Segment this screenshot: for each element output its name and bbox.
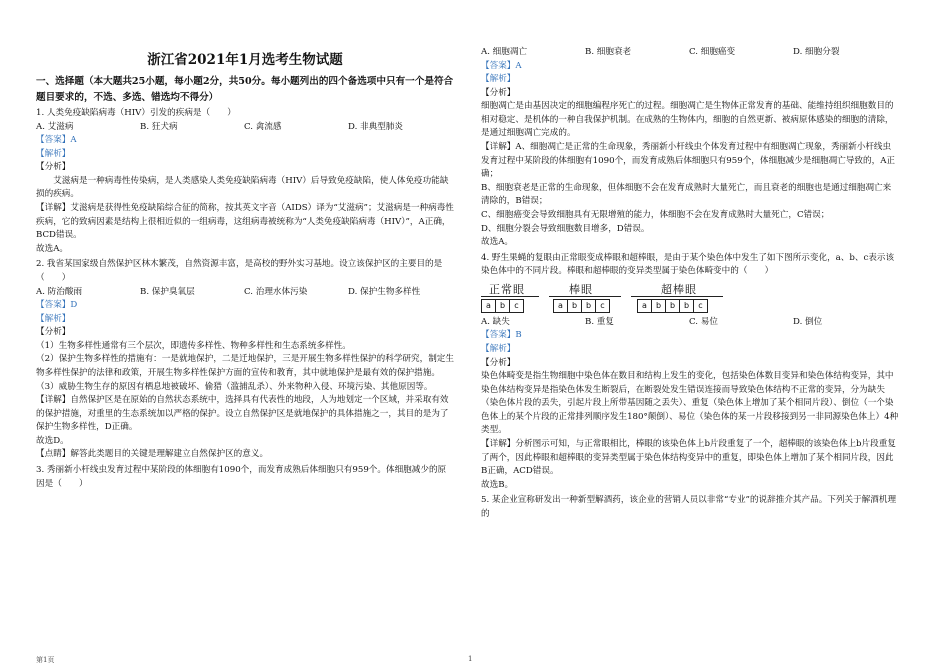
section-heading: 一、选择题（本大题共25小题，每小题2分，共50分。每小题列出的四个备选项中只有一个是符合题目要求的，不选、多选、错选均不得分） bbox=[36, 76, 454, 103]
q2-option-c: C. 治理水体污染 bbox=[244, 286, 308, 297]
q3-option-c: C. 细胞癌变 bbox=[689, 47, 736, 57]
q3-fenxi: 【分析】 bbox=[481, 87, 516, 98]
q3-options bbox=[481, 46, 899, 60]
q2-answer: 【答案】D bbox=[36, 300, 78, 311]
segment: b bbox=[496, 299, 510, 313]
q4-conclusion: 故选B。 bbox=[481, 479, 514, 490]
q4-jiexi: 【解析】 bbox=[481, 343, 516, 354]
q1-fenxi: 【分析】 bbox=[36, 162, 71, 173]
segment: b bbox=[568, 299, 582, 313]
q2-stem: 2. 我省某国家级自然保护区林木繁茂，自然资源丰富，是高校的野外实习基地。设立该保护区的主要目的是（ ） bbox=[36, 259, 443, 283]
q2-detail: 【详解】自然保护区是在原始的自然状态系统中，选择具有代表性的地段，人为地划定一个区域，并采取有效的保护措施，对重里的生态系统加以严格的保护。设立自然保护区是就地保护的具体措施之一，其目的是为了保护生物多样性，D正确。 bbox=[36, 395, 449, 433]
underline-superbar bbox=[631, 296, 723, 297]
page-title: 浙江省2021年1月选考生物试题 bbox=[147, 52, 343, 68]
underline-bar bbox=[549, 296, 621, 297]
q2-option-b: B. 保护臭氧层 bbox=[140, 286, 195, 297]
q3-option-d-analysis: D、细胞分裂会导致细胞数目增多，D错误。 bbox=[481, 223, 650, 234]
segment: a bbox=[637, 299, 652, 313]
q2-options bbox=[36, 286, 454, 300]
q1-option-c: C. 禽流感 bbox=[244, 121, 282, 132]
label-bar-eye: 棒眼 bbox=[569, 282, 593, 296]
footer-page-number: 1 bbox=[468, 655, 473, 663]
chromosome-superbar bbox=[637, 299, 708, 311]
q1-option-d: D. 非典型肺炎 bbox=[348, 121, 404, 132]
q2-analysis-3: （3）威胁生物生存的原因有栖息地被破坏、偷猎（滥捕乱杀）、外来物种入侵、环境污染、其他原因等。 bbox=[36, 381, 433, 392]
q4-fenxi: 【分析】 bbox=[481, 357, 516, 368]
q1-jiexi: 【解析】 bbox=[36, 148, 71, 159]
q4-option-b: B. 重复 bbox=[585, 316, 614, 327]
segment: b bbox=[582, 299, 596, 313]
q4-option-c: C. 易位 bbox=[689, 316, 718, 327]
q4-detail: 【详解】分析图示可知，与正常眼相比，棒眼的该染色体上b片段重复了一个，超棒眼的该染色体上b片段重复了两个，因此棒眼和超棒眼的变异类型属于染色体结构变异中的重复，即染色体上增加了某个相同片段，因此B正确，ACD错误。 bbox=[481, 439, 896, 477]
q1-option-b: B. 狂犬病 bbox=[140, 121, 178, 132]
q1-answer: 【答案】A bbox=[36, 135, 77, 146]
q5-stem: 5. 某企业宣称研发出一种新型解酒药，该企业的营销人员以非常“专业”的说辞推介其产品。下列关于解酒机理的 bbox=[481, 495, 897, 519]
segment: b bbox=[680, 299, 694, 313]
chromosome-diagram bbox=[481, 281, 899, 315]
q3-option-a: A. 细胞凋亡 bbox=[481, 47, 528, 57]
left-column bbox=[36, 0, 454, 491]
q2-option-a: A. 防治酸雨 bbox=[36, 286, 83, 297]
q1-conclusion: 故选A。 bbox=[36, 243, 68, 254]
q2-note: 【点睛】解答此类题目的关键是理解建立自然保护区的意义。 bbox=[36, 449, 269, 460]
q2-conclusion: 故选D。 bbox=[36, 435, 69, 446]
q3-conclusion: 故选A。 bbox=[481, 237, 513, 248]
q3-option-b: B. 细胞衰老 bbox=[585, 47, 632, 57]
q3-stem: 3. 秀丽新小杆线虫发育过程中某阶段的体细胞有1090个，而发育成熟后体细胞只有959个。体细胞减少的原因是（ ） bbox=[36, 465, 447, 489]
segment: c bbox=[596, 299, 610, 313]
label-normal-eye: 正常眼 bbox=[489, 282, 525, 296]
q4-option-a: A. 缺失 bbox=[481, 316, 510, 327]
q2-fenxi: 【分析】 bbox=[36, 327, 71, 338]
q1-option-a: A. 艾滋病 bbox=[36, 121, 74, 132]
q3-jiexi: 【解析】 bbox=[481, 74, 516, 85]
q4-stem: 4. 野生果蝇的复眼由正常眼变成棒眼和超棒眼，是由于某个染色体中发生了如下图所示变化，a、b、c表示该染色体中的不同片段。棒眼和超棒眼的变异类型属于染色体畸变中的（ ） bbox=[481, 252, 895, 277]
q3-option-c-analysis: C、细胞癌变会导致细胞具有无限增殖的能力，体细胞不会在发育成熟时大量死亡，C错误； bbox=[481, 209, 830, 220]
segment: b bbox=[652, 299, 666, 313]
underline-normal bbox=[481, 296, 539, 297]
q3-option-b-analysis: B、细胞衰老是正常的生命现象，但体细胞不会在发育成熟时大量死亡，而且衰老的细胞也是通过细胞凋亡来清除的，B错误； bbox=[481, 182, 892, 207]
q3-answer: 【答案】A bbox=[481, 60, 522, 71]
q2-option-d: D. 保护生物多样性 bbox=[348, 286, 421, 297]
segment: b bbox=[666, 299, 680, 313]
right-column bbox=[481, 46, 899, 522]
q4-option-d: D. 倒位 bbox=[793, 316, 823, 327]
q1-stem: 1. 人类免疫缺陷病毒（HIV）引发的疾病是（ ） bbox=[36, 108, 236, 119]
label-superbar-eye: 超棒眼 bbox=[661, 282, 697, 296]
q1-options bbox=[36, 121, 454, 135]
q2-analysis-1: （1）生物多样性通常有三个层次，即遗传多样性、物种多样性和生态系统多样性。 bbox=[36, 340, 351, 351]
q1-detail: 【详解】艾滋病是获得性免疫缺陷综合征的简称，按其英文字音（AIDS）译为“艾滋病”；艾滋病是一种病毒性疾病，它的致病因素是结构上很相近似的一组病毒，这组病毒被统称为“人类免疫缺陷病毒（HIV）”，A正确，BCD错误。 bbox=[36, 203, 454, 241]
q2-analysis-2: （2）保护生物多样性的措施有：一是就地保护，二是迁地保护，三是开展生物多样性保护的科学研究，制定生物多样性保护的法律和政策，开展生物多样性保护方面的宣传和教育，其中就地保护是最有效的保护措施。 bbox=[36, 354, 454, 378]
q3-analysis: 细胞凋亡是由基因决定的细胞编程序死亡的过程。细胞凋亡是生物体正常发育的基础、能维持组织细胞数目的相对稳定、是机体的一种自我保护机制。在成熟的生物体内，细胞的自然更新、被病原体感染的细胞的清除，是通过细胞凋亡完成的。 bbox=[481, 101, 894, 139]
q1-analysis: 艾滋病是一种病毒性传染病，是人类感染人类免疫缺陷病毒（HIV）后导致免疫缺陷，使人体免疫功能缺损的疾病。 bbox=[36, 175, 449, 200]
chromosome-normal bbox=[481, 299, 524, 311]
segment: a bbox=[553, 299, 568, 313]
chromosome-bar bbox=[553, 299, 610, 311]
q4-answer: 【答案】B bbox=[481, 330, 522, 341]
q2-jiexi: 【解析】 bbox=[36, 313, 71, 324]
segment: c bbox=[694, 299, 708, 313]
segment: a bbox=[481, 299, 496, 313]
q3-option-d: D. 细胞分裂 bbox=[793, 47, 840, 57]
q3-detail: 【详解】A、细胞凋亡是正常的生命现象，秀丽新小杆线虫个体发育过程中有细胞凋亡现象，秀丽新小杆线虫发育过程中某阶段的体细胞有1090个，而发育成熟后体细胞只有959个，体细胞减少是细胞凋亡导致的，A正确； bbox=[481, 142, 896, 180]
segment: c bbox=[510, 299, 524, 313]
q4-options bbox=[481, 316, 899, 330]
footer-page-label: 第1页 bbox=[36, 656, 55, 664]
q4-analysis: 染色体畸变是指生物细胞中染色体在数目和结构上发生的变化，包括染色体数目变异和染色体结构变异，其中染色体结构变异是指染色体发生断裂后，在断裂处发生错误连接而导致染色体结构不正常的变异，分为缺失（染色体片段的丢失，引起片段上所带基因随之丢失）、重复（染色体上增加了某个相同片段）、倒位（一个染色体上的某个片段的正常排列顺序发生180°颠倒）、易位（染色体的某一片段移接到另一非同源染色体上）4种类型。 bbox=[481, 371, 899, 436]
